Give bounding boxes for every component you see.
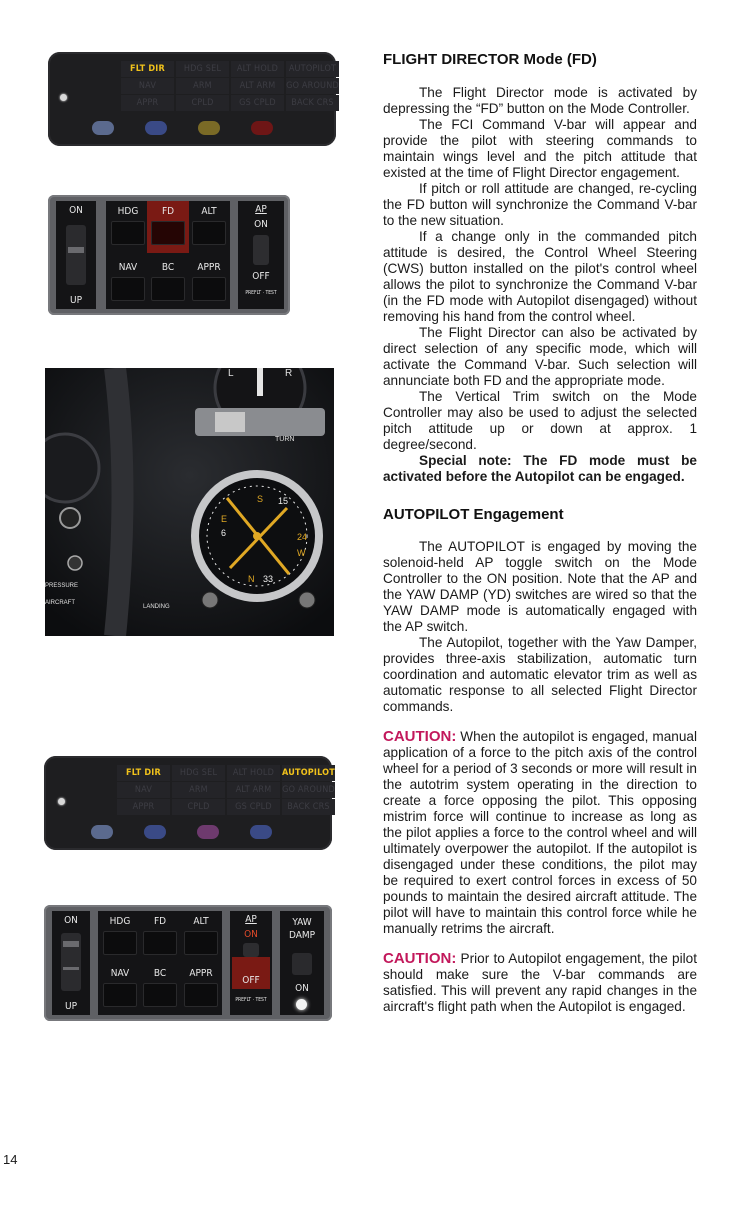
paragraph: If a change only in the commanded pitch attitude is desired, the Control Wheel Steering (CWS) button installed on the pilot's control wheel allows the pilot to synchronize the Command V-bar (in the FD mode with Autopilot disengaged) without removing his hand from the control wheel.: [383, 229, 697, 324]
annunciator-alt-hold: ALT HOLD: [227, 765, 280, 781]
annunciator-alt-arm: ALT ARM: [227, 782, 280, 798]
photo-label-landing: LANDING: [143, 604, 170, 610]
appr-button[interactable]: [184, 983, 218, 1007]
ap-toggle-switch[interactable]: [253, 235, 269, 265]
marker-lamp-blue: [91, 825, 113, 839]
nav-label: NAV: [110, 968, 130, 979]
alt-button[interactable]: [184, 931, 218, 955]
marker-lamp-amber: [198, 121, 220, 135]
preflt-label: PREFLT · TEST: [245, 290, 277, 296]
annunciator-gs-cpld: GS CPLD: [227, 799, 280, 815]
ap-off-label: OFF: [252, 271, 270, 282]
caution-label: CAUTION:: [383, 950, 457, 967]
bc-button[interactable]: [143, 983, 177, 1007]
photo-label-r: R: [285, 368, 293, 379]
ap-toggle-switch[interactable]: [243, 943, 259, 957]
alt-label: ALT: [193, 916, 209, 927]
appr-label: APPR: [197, 262, 221, 273]
trim-up-label: UP: [69, 295, 82, 306]
alt-button[interactable]: [192, 221, 226, 245]
annunciator-hdg-sel: HDG SEL: [172, 765, 225, 781]
annunciator-appr: APPR: [121, 95, 174, 111]
damp-label: DAMP: [288, 930, 316, 941]
annunciator-back-crs: BACK CRS: [286, 95, 339, 111]
vertical-trim-switch[interactable]: [61, 933, 81, 991]
photo-label-24: 24: [297, 532, 308, 542]
annunciator-alt-hold: ALT HOLD: [231, 61, 284, 77]
annunciator-arm: ARM: [176, 78, 229, 94]
ap-label: AP: [255, 204, 267, 215]
yaw-damp-indicator-light: [296, 999, 307, 1010]
marker-lamp-blue: [144, 825, 166, 839]
panel-screw: [58, 798, 65, 805]
caution-paragraph: CAUTION: When the autopilot is engaged, manual application of a force to the pitch axis of the control wheel for a period of 3 seconds or more will result in the autotrim system operating in the direction to create a force opposing the pilot. This opposing mistrim force will continue to increase as long as the pilot applies a force to the control wheel and will ultimately overpower the autopilot. If the autopilot is disengaged under these conditions, the pilot may be required to exert control forces in excess of 50 pounds to maintain the desired aircraft attitude. The pilot will have to maintain this control force while he manually retrims the aircraft.: [383, 728, 697, 936]
annunciator-cpld: CPLD: [176, 95, 229, 111]
nav-button[interactable]: [103, 983, 137, 1007]
alt-label: ALT: [201, 206, 217, 217]
appr-button[interactable]: [192, 277, 226, 301]
photo-label-pressure: PRESSURE: [45, 583, 79, 589]
annunciator-appr: APPR: [117, 799, 170, 815]
annunciator-arm: ARM: [172, 782, 225, 798]
marker-lamp-magenta: [197, 825, 219, 839]
ap-on-label: ON: [244, 929, 258, 940]
fd-label: FD: [161, 206, 175, 217]
caution-label: CAUTION:: [383, 728, 457, 745]
annunciator-flt-dir: FLT DIR: [121, 61, 174, 77]
fd-label: FD: [153, 916, 167, 927]
caution-paragraph: CAUTION: Prior to Autopilot engagement, the pilot should make sure the V-bar commands are satisfied. This will prevent any rapid changes in the aircraft's flight path when the Autopilot is engaged.: [383, 950, 697, 1014]
annunciator-gs-cpld: GS CPLD: [231, 95, 284, 111]
annunciator-flt-dir: FLT DIR: [117, 765, 170, 781]
annunciator-back-crs: BACK CRS: [282, 799, 335, 815]
annunciator-hdg-sel: HDG SEL: [176, 61, 229, 77]
fd-button[interactable]: [151, 221, 185, 245]
annunciator-panel-ap: [44, 756, 335, 850]
paragraph: The Autopilot, together with the Yaw Damper, provides three-axis stabilization, automatic turn coordination and automatic elevator trim as well as automatic response to all selected Flight Director commands.: [383, 635, 697, 714]
photo-label-w: W: [297, 548, 306, 558]
marker-lamp-red: [251, 121, 273, 135]
paragraph: The Flight Director mode is activated by depressing the “FD” button on the Mode Controller.: [383, 85, 697, 116]
photo-label-e: E: [221, 514, 228, 524]
yaw-label: YAW: [292, 917, 312, 928]
cockpit-photo-illustration: [45, 368, 334, 636]
hdg-label: HDG: [117, 206, 139, 217]
photo-label-l: L: [228, 368, 234, 379]
photo-label-33: 33: [263, 574, 274, 584]
nav-label: NAV: [118, 262, 138, 273]
photo-label-6: 6: [221, 528, 227, 538]
page-number: 14: [3, 1152, 18, 1167]
panel-screw: [60, 94, 67, 101]
fd-button[interactable]: [143, 931, 177, 955]
ap-on-label: ON: [254, 219, 268, 230]
marker-lamp-blue: [145, 121, 167, 135]
ap-off-label: OFF: [242, 975, 260, 986]
annunciator-go-around: GO AROUND: [286, 78, 339, 94]
section-title-autopilot-engagement: AUTOPILOT Engagement: [383, 506, 564, 523]
instrument-panel-photo: [45, 368, 334, 636]
hdg-button[interactable]: [103, 931, 137, 955]
trim-on-label: ON: [64, 915, 78, 926]
bc-label: BC: [161, 262, 175, 273]
nav-button[interactable]: [111, 277, 145, 301]
bc-label: BC: [153, 968, 167, 979]
preflt-label: PREFLT · TEST: [235, 997, 267, 1003]
marker-lamp-blue: [250, 825, 272, 839]
appr-label: APPR: [189, 968, 213, 979]
mode-controller-ap: [44, 905, 332, 1021]
annunciator-nav: NAV: [117, 782, 170, 798]
annunciator-alt-arm: ALT ARM: [231, 78, 284, 94]
yaw-damp-switch[interactable]: [292, 953, 312, 975]
trim-up-label: UP: [64, 1001, 77, 1012]
annunciator-autopilot: AUTOPILOT: [286, 61, 339, 77]
annunciator-go-around: GO AROUND: [282, 782, 335, 798]
bc-button[interactable]: [151, 277, 185, 301]
annunciator-panel-fd: [48, 52, 339, 146]
paragraph: The Flight Director can also be activated by direct selection of any specific mode, which will activate the Command V-bar. Such selection will annunciate both FD and the appropriate mode.: [383, 325, 697, 388]
paragraph: The AUTOPILOT is engaged by moving the solenoid-held AP toggle switch on the Mode Controller to the ON position. Note that the AP and the YAW DAMP (YD) switches are wired so that the YAW DAMP mode is automatically engaged with the AP switch.: [383, 539, 697, 634]
paragraph: The FCI Command V-bar will appear and provide the pilot with steering commands to maintain wings level and the pitch attitude that existed at the time of Flight Director engagement.: [383, 117, 697, 180]
hdg-label: HDG: [109, 916, 131, 927]
trim-on-label: ON: [69, 205, 83, 216]
special-note: Special note: The FD mode must be activated before the Autopilot can be engaged.: [383, 453, 697, 484]
photo-label-s: S: [257, 494, 264, 504]
paragraph: The Vertical Trim switch on the Mode Controller may also be used to adjust the selected pitch attitude up or down at approx. 1 degree/second.: [383, 389, 697, 452]
ap-label: AP: [245, 914, 257, 925]
mode-controller-fd: [48, 195, 290, 315]
annunciator-cpld: CPLD: [172, 799, 225, 815]
photo-label-15: 15: [278, 496, 289, 506]
photo-label-n: N: [248, 574, 255, 584]
marker-lamp-blue: [92, 121, 114, 135]
annunciator-nav: NAV: [121, 78, 174, 94]
vertical-trim-switch[interactable]: [66, 225, 86, 285]
photo-label-aircraft: AIRCRAFT: [45, 600, 75, 606]
text-column: [383, 52, 697, 1015]
yaw-on-label: ON: [295, 983, 309, 994]
photo-label-turn: TURN: [275, 436, 295, 443]
annunciator-autopilot: AUTOPILOT: [282, 765, 335, 781]
paragraph: If pitch or roll attitude are changed, re-cycling the FD button will synchronize the Command V-bar to the new situation.: [383, 181, 697, 228]
hdg-button[interactable]: [111, 221, 145, 245]
section-title-flight-director: FLIGHT DIRECTOR Mode (FD): [383, 51, 597, 68]
